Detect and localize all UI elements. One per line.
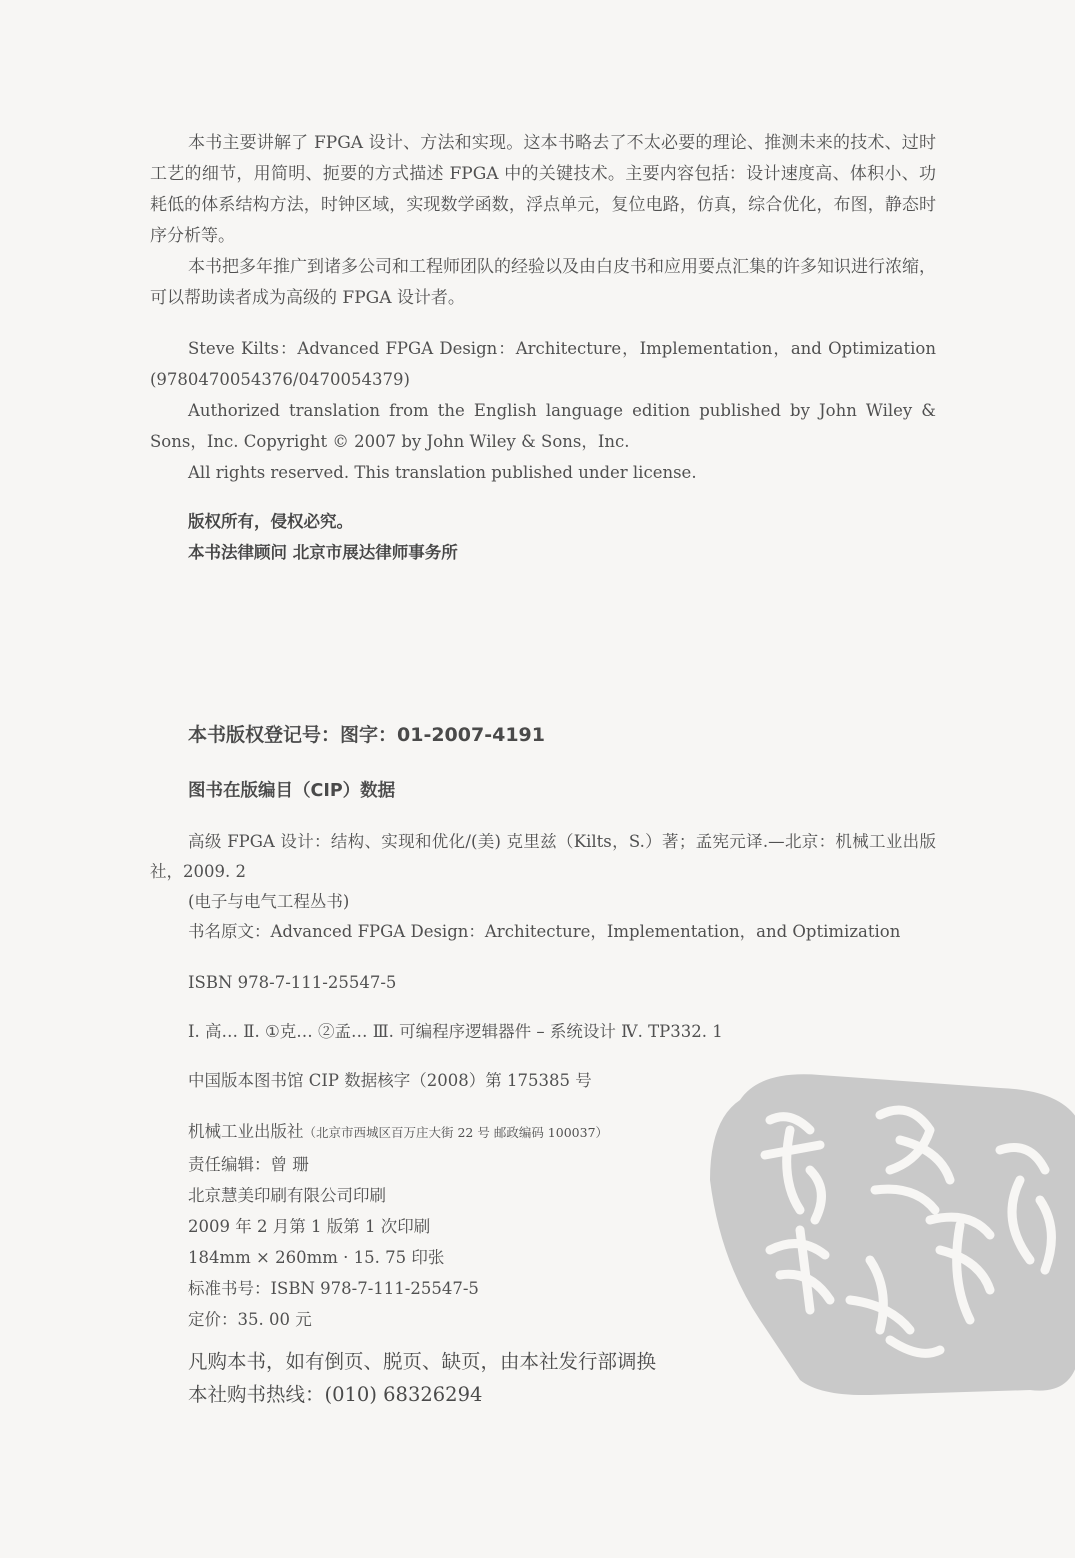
cip-heading: 图书在版编目（CIP）数据	[188, 781, 396, 801]
publisher-line	[188, 1117, 608, 1148]
book-summary	[150, 128, 936, 314]
printer-line: 北京慧美印刷有限公司印刷	[188, 1186, 386, 1205]
registration-number: 本书版权登记号：图字：01-2007-4191	[188, 724, 545, 746]
standard-isbn-line: 标准书号：ISBN 978-7-111-25547-5	[188, 1279, 479, 1298]
cip-series: (电子与电气工程丛书)	[188, 892, 350, 911]
price-line: 定价：35. 00 元	[188, 1310, 312, 1329]
imprint-details	[188, 1149, 479, 1335]
edition-line: 2009 年 2 月第 1 版第 1 次印刷	[188, 1217, 431, 1236]
summary-paragraph-2: 本书把多年推广到诸多公司和工程师团队的经验以及由白皮书和应用要点汇集的许多知识进行浓缩，可以帮助读者成为高级的 FPGA 设计者。	[150, 257, 936, 308]
rights-reserved: All rights reserved. This translation published under license.	[188, 463, 697, 482]
replacement-notice: 凡购本书，如有倒页、脱页、缺页，由本社发行部调换	[188, 1350, 657, 1373]
purchase-notice	[188, 1345, 656, 1411]
publisher-name: 机械工业出版社	[188, 1122, 304, 1141]
original-title: Steve Kilts：Advanced FPGA Design：Architecture，Implementation，and Optimization (9780470054376/0470054379)	[150, 339, 936, 389]
authorization-statement: Authorized translation from the English language edition published by John Wiley & Sons，Inc. Copyright © 2007 by John Wiley & Sons，Inc.	[150, 401, 936, 451]
summary-paragraph-1: 本书主要讲解了 FPGA 设计、方法和实现。这本书略去了不太必要的理论、推测未来的技术、过时工艺的细节，用简明、扼要的方式描述 FPGA 中的关键技术。主要内容包括：设计速度高、体积小、功耗低的体系结构方法，时钟区域，实现数学函数，浮点单元，复位电路，仿真，综合优化，布图，静态时序分析等。	[150, 133, 936, 246]
publisher-address: （北京市西城区百万庄大街 22 号 邮政编码 100037）	[303, 1125, 609, 1140]
copyright-statement	[188, 506, 458, 568]
cip-entry: 高级 FPGA 设计：结构、实现和优化/(美) 克里兹（Kilts，S.）著；孟宪元译.—北京：机械工业出版社，2009. 2	[150, 832, 936, 881]
cip-original-name: 书名原文：Advanced FPGA Design：Architecture，Implementation，and Optimization	[188, 922, 901, 941]
hotline-line: 本社购书热线：(010) 68326294	[188, 1383, 483, 1406]
cip-classification: Ⅰ. 高… Ⅱ. ①克… ②孟… Ⅲ. 可编程序逻辑器件 – 系统设计 Ⅳ. TP332. 1	[188, 1022, 723, 1041]
publisher-seal-watermark-icon	[700, 1060, 1075, 1400]
format-line: 184mm × 260mm · 15. 75 印张	[188, 1248, 445, 1267]
cip-library-record: 中国版本图书馆 CIP 数据核字（2008）第 175385 号	[188, 1071, 592, 1090]
legal-counsel-line: 本书法律顾问 北京市展达律师事务所	[188, 543, 458, 562]
cip-isbn: ISBN 978-7-111-25547-5	[188, 973, 397, 992]
rights-line: 版权所有，侵权必究。	[188, 512, 353, 531]
editor-line: 责任编辑：曾 珊	[188, 1155, 309, 1174]
english-copyright-notice	[150, 333, 936, 488]
cip-entry-block	[150, 827, 936, 947]
